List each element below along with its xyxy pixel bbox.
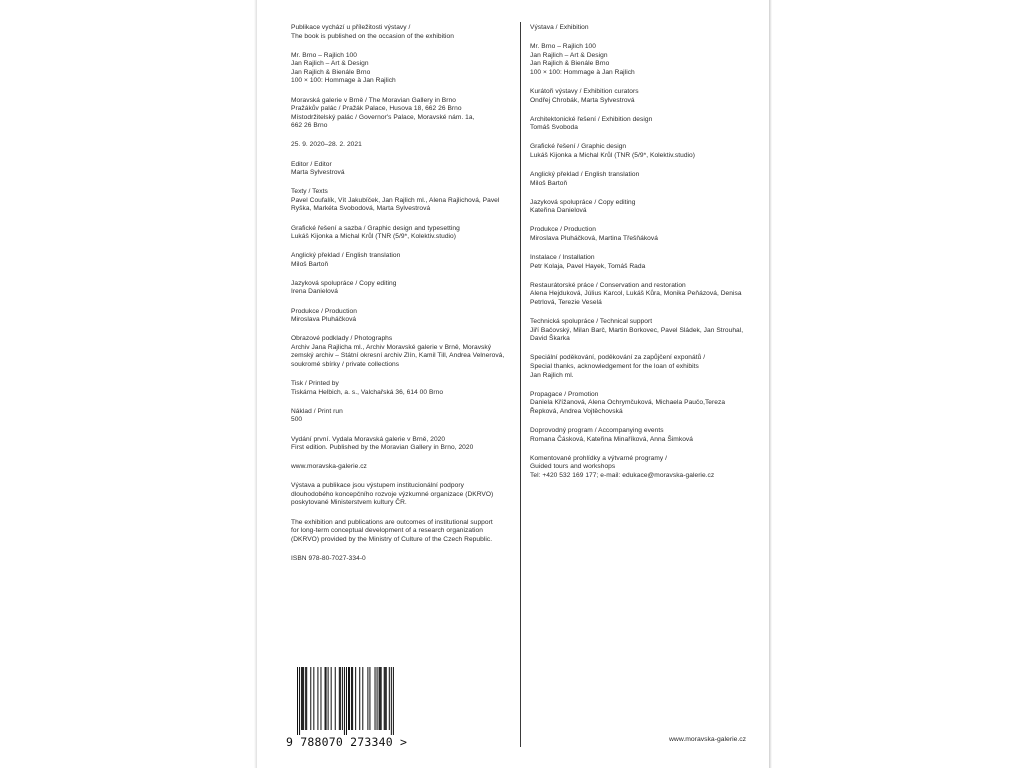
right-column-line: Miloš Bartoň <box>530 179 568 187</box>
right-column-line: Doprovodný program / Accompanying events <box>530 426 664 434</box>
barcode-bar <box>384 667 385 730</box>
left-column-line: Lukáš Kijonka a Michal Krůl (TNR (5/9*, Kolektiv.studio) <box>291 233 457 241</box>
left-column-block <box>291 482 516 508</box>
barcode-bar <box>349 667 350 730</box>
right-column-line: David Škarka <box>530 335 570 343</box>
left-column-line: Místodržitelský palác / Governor's Palace, Moravské nám. 1a, <box>291 113 475 121</box>
right-column-line: Petr Kolaja, Pavel Hayek, Tomáš Rada <box>530 262 646 270</box>
left-column-line: Moravská galerie v Brně / The Moravian Gallery in Brno <box>291 96 456 104</box>
barcode-bar <box>393 667 394 735</box>
barcode-bar <box>299 667 300 735</box>
barcode-bar <box>335 667 336 730</box>
right-column-line: Tomáš Svoboda <box>530 124 578 132</box>
left-column-block <box>291 519 516 545</box>
right-column-block <box>530 88 758 105</box>
right-column-block <box>530 43 758 77</box>
left-column-line: Editor / Editor <box>291 160 332 168</box>
left-column-line: Texty / Texts <box>291 188 328 196</box>
right-column-line: Jan Rajlich ml. <box>530 371 574 379</box>
left-column-line: 25. 9. 2020–28. 2. 2021 <box>291 141 362 149</box>
right-column-line: Petrlová, Terezie Veselá <box>530 298 602 306</box>
left-column-line: Ryška, Markéta Svobodová, Marta Sylvestrová <box>291 205 431 213</box>
right-column-line: Mr. Brno – Rajlich 100 <box>530 43 596 51</box>
right-column-line: Jan Rajlich – Art & Design <box>530 51 608 59</box>
barcode-bar <box>380 667 381 730</box>
right-column-line: Grafické řešení / Graphic design <box>530 143 627 151</box>
left-column-block <box>291 335 516 369</box>
barcode-bar <box>302 667 303 730</box>
left-column-line: soukromé sbírky / private collections <box>291 361 400 369</box>
left-column-line: dlouhodobého koncepčního rozvoje výzkumné organizace (DKRVO) <box>291 490 494 498</box>
right-column-line: Jiří Bačovský, Milan Barč, Martin Borkovec, Pavel Sládek, Jan Strouhal, <box>530 326 744 334</box>
footer-website-url: www.moravska-galerie.cz <box>669 736 747 743</box>
right-column-line: Alena Hejduková, Július Karcol, Lukáš Kůra, Monika Peňázová, Denisa <box>530 290 742 298</box>
left-column-line: Produkce / Production <box>291 307 357 315</box>
barcode-bar <box>340 667 341 730</box>
right-column-block <box>530 318 758 344</box>
left-column-line: The exhibition and publications are outcomes of institutional support <box>291 518 493 526</box>
left-column-block <box>291 252 516 269</box>
barcode-bars <box>286 667 400 735</box>
right-column-block <box>530 143 758 160</box>
barcode-bar <box>379 667 380 730</box>
barcode-bar <box>320 667 321 730</box>
left-column-block <box>291 188 516 214</box>
barcode-bar <box>389 667 390 730</box>
barcode-bar <box>305 667 306 730</box>
right-column-line: Daniela Křížanová, Alena Ochrymčuková, Michaela Paučo,Tereza <box>530 399 726 407</box>
isbn-line: ISBN 978-80-7027-334-0 <box>291 554 366 562</box>
left-column-line: Archiv Jana Rajlicha ml., Archiv Moravské galerie v Brně, Moravský <box>291 343 492 351</box>
barcode-bar <box>297 667 298 735</box>
left-column-line: zemský archiv – Státní okresní archiv Zlín, Kamil Till, Andrea Velnerová, <box>291 352 505 360</box>
left-column-line: 500 <box>291 416 303 424</box>
barcode-bar <box>313 667 314 730</box>
left-column-line: Miloš Bartoň <box>291 260 329 268</box>
right-column-line: Speciální poděkování, poděkování za zapůjčení exponátů / <box>530 354 706 362</box>
right-column-block <box>530 354 758 380</box>
barcode-bar <box>325 667 326 730</box>
right-column-block <box>530 391 758 417</box>
left-column-line: 662 26 Brno <box>291 122 328 130</box>
right-column-line: Kateřina Danielová <box>530 207 587 215</box>
barcode-bar <box>348 667 349 730</box>
right-column-block <box>530 199 758 216</box>
barcode-bar <box>351 667 352 730</box>
barcode-bar <box>306 667 307 730</box>
right-column-line: Restaurátorské práce / Conservation and restoration <box>530 281 686 289</box>
barcode-bar <box>310 667 311 730</box>
right-column-line: Technická spolupráce / Technical support <box>530 318 653 326</box>
right-column-block <box>530 116 758 133</box>
right-column-line: Kurátoři výstavy / Exhibition curators <box>530 87 639 95</box>
left-column-line: Marta Sylvestrová <box>291 169 345 177</box>
left-column-line: Publikace vychází u příležitosti výstavy / <box>291 24 411 31</box>
barcode-bar <box>381 667 382 730</box>
barcode-bar <box>385 667 386 730</box>
left-column-line: (DKRVO) provided by the Ministry of Culture of the Czech Republic. <box>291 535 493 543</box>
left-column-line: Výstava a publikace jsou výstupem institucionální podpory <box>291 482 464 490</box>
barcode-bar <box>339 667 340 730</box>
right-column-line: Special thanks, acknowledgement for the loan of exhibits <box>530 362 699 370</box>
right-column-block <box>530 427 758 444</box>
left-column-block <box>291 24 516 41</box>
left-column-block <box>291 97 516 131</box>
barcode-bar <box>386 667 387 730</box>
barcode-bar <box>303 667 304 730</box>
column-divider <box>520 22 521 747</box>
left-column-line: www.moravska-galerie.cz <box>291 463 367 471</box>
barcode-bar <box>367 667 368 730</box>
right-column-line: Jazyková spolupráce / Copy editing <box>530 198 636 206</box>
left-column-block <box>291 436 516 453</box>
isbn-barcode <box>286 667 408 749</box>
left-column-line: Jan Rajlich & Bienále Brno <box>291 68 371 76</box>
left-column-line: Obrazové podklady / Photographs <box>291 335 393 343</box>
barcode-bar <box>328 667 329 730</box>
left-column-line: Jan Rajlich – Art & Design <box>291 60 369 68</box>
colophon-left-column <box>291 24 516 574</box>
left-column-line: Tisk / Printed by <box>291 380 339 388</box>
right-column-block <box>530 24 758 33</box>
barcode-bar <box>301 667 302 730</box>
left-column-line: Anglický překlad / English translation <box>291 252 401 260</box>
left-column-line: Mr. Brno – Rajlich 100 <box>291 51 357 59</box>
left-column-line: First edition. Published by the Moravian Gallery in Brno, 2020 <box>291 444 474 452</box>
right-column-line: Jan Rajlich & Bienále Brno <box>530 60 610 68</box>
left-column-line: Irena Danielová <box>291 288 338 296</box>
barcode-bar <box>375 667 376 730</box>
right-column-line: Instalace / Installation <box>530 254 595 262</box>
barcode-bar <box>391 667 392 735</box>
barcode-digits: 9 788070 273340 > <box>286 735 408 749</box>
right-column-line: Romana Čásková, Kateřina Minaříková, Anna Šimková <box>530 435 693 443</box>
page-edge-shadow-right <box>769 0 772 768</box>
barcode-bar <box>342 667 343 730</box>
barcode-bar <box>331 667 332 730</box>
barcode-bar <box>355 667 356 730</box>
left-column-line: Vydání první. Vydala Moravská galerie v Brně, 2020 <box>291 435 446 443</box>
left-column-block <box>291 52 516 86</box>
right-column-line: Tel: +420 532 169 177; e-mail: edukace@moravska-galerie.cz <box>530 471 715 479</box>
left-column-line: for long-term conceptual development of a research organization <box>291 527 483 535</box>
barcode-bar <box>377 667 378 730</box>
left-column-line: 100 × 100: Hommage à Jan Rajlich <box>291 77 396 85</box>
right-column-line: Výstava / Exhibition <box>530 24 589 31</box>
left-column-block <box>291 141 516 150</box>
left-column-line: Pražákův palác / Pražák Palace, Husova 18, 662 26 Brno <box>291 105 462 113</box>
right-column-line: Lukáš Kijonka a Michal Krůl (TNR (5/9*, Kolektiv.studio) <box>530 151 696 159</box>
barcode-bar <box>344 667 345 735</box>
colophon-right-column <box>530 24 758 491</box>
barcode-bar <box>346 667 347 735</box>
left-column-line: The book is published on the occasion of the exhibition <box>291 32 454 40</box>
right-column-line: Řepková, Andrea Vojtěchovská <box>530 407 623 415</box>
left-column-line: Miroslava Pluháčková <box>291 316 357 324</box>
left-column-block <box>291 408 516 425</box>
left-column-block <box>291 308 516 325</box>
barcode-bar <box>326 667 327 730</box>
left-column-line: Náklad / Print run <box>291 407 343 415</box>
right-column-line: Produkce / Production <box>530 226 596 234</box>
left-column-block <box>291 463 516 472</box>
barcode-bar <box>362 667 363 730</box>
left-column-block <box>291 225 516 242</box>
right-column-line: Miroslava Pluháčková, Martina Třešňáková <box>530 235 658 242</box>
right-column-line: Anglický překlad / English translation <box>530 171 640 179</box>
right-column-block <box>530 171 758 188</box>
barcode-bar <box>317 667 318 730</box>
right-column-line: Ondřej Chrobák, Marta Sylvestrová <box>530 96 635 104</box>
left-column-block <box>291 280 516 297</box>
left-column-line: Pavel Coufalík, Vít Jakubíček, Jan Rajlich ml., Alena Rajlichová, Pavel <box>291 196 500 204</box>
right-column-line: Propagace / Promotion <box>530 390 599 398</box>
barcode-bar <box>352 667 353 730</box>
right-column-line: 100 × 100: Hommage à Jan Rajlich <box>530 68 635 76</box>
right-column-block <box>530 254 758 271</box>
barcode-bar <box>369 667 370 730</box>
right-column-line: Architektonické řešení / Exhibition design <box>530 115 653 123</box>
left-column-line: poskytované Ministerstvem kultury ČR. <box>291 499 407 507</box>
left-column-line: Tiskárna Helbich, a. s., Valchařská 36, 614 00 Brno <box>291 388 444 396</box>
left-column-block <box>291 380 516 397</box>
left-column-line: Grafické řešení a sazba / Graphic design and typesetting <box>291 224 460 232</box>
right-column-block <box>530 455 758 481</box>
barcode-bar <box>359 667 360 730</box>
left-column-line: Jazyková spolupráce / Copy editing <box>291 279 397 287</box>
right-column-block <box>530 282 758 308</box>
right-column-block <box>530 226 758 243</box>
left-column-block <box>291 161 516 178</box>
right-column-line: Komentované prohlídky a výtvarné programy / <box>530 454 668 462</box>
right-column-line: Guided tours and workshops <box>530 463 616 471</box>
